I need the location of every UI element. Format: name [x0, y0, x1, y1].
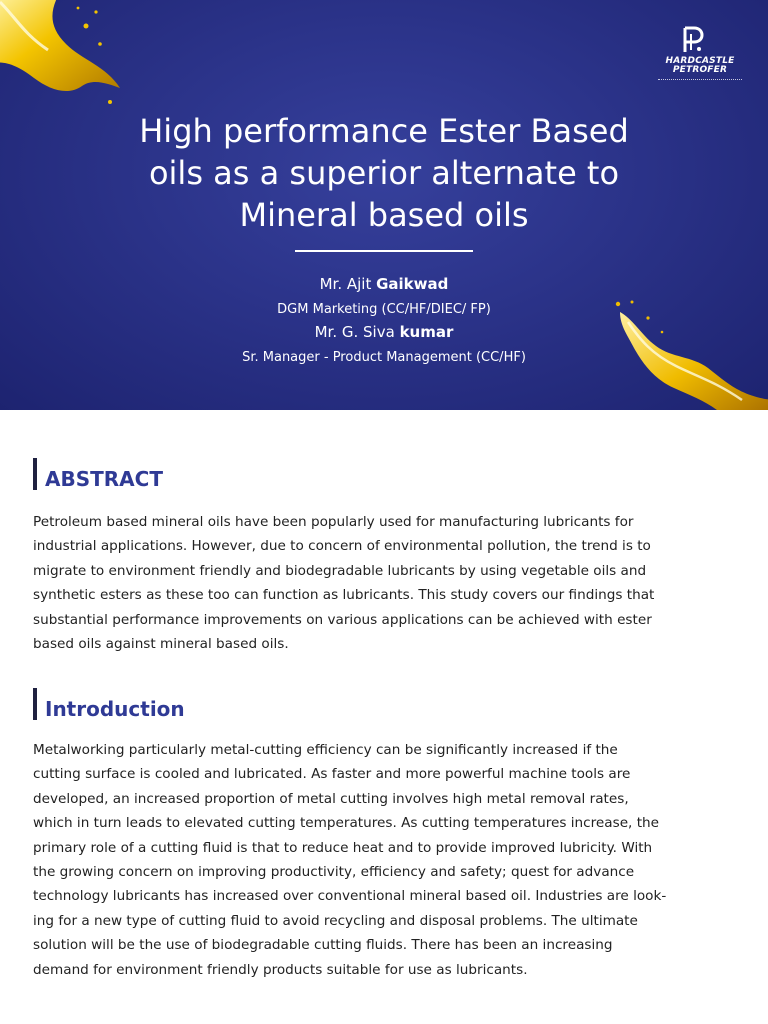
- title-line: Mineral based oils: [239, 196, 529, 234]
- text-line: ing for a new type of cutting fluid to avoid recycling and disposal problems. The ultimate: [33, 912, 638, 929]
- logo-wordmark: [652, 57, 748, 75]
- section-heading-text: ABSTRACT: [45, 467, 163, 491]
- author-role: DGM Marketing (CC/HF/DIEC/ FP): [277, 302, 491, 317]
- title-banner: [0, 0, 768, 410]
- logo-text-line2: PETROFER: [672, 65, 728, 75]
- text-line: technology lubricants has increased over conventional mineral based oil. Industries are look-: [33, 888, 667, 905]
- text-line: migrate to environment friendly and biodegradable lubricants by using vegetable oils and: [33, 562, 647, 579]
- text-line: which in turn leads to elevated cutting temperatures. As cutting temperatures increase, the: [33, 815, 660, 832]
- page-title: [60, 110, 708, 236]
- company-logo: [652, 26, 748, 86]
- introduction-paragraph: [33, 738, 743, 982]
- title-line: oils as a superior alternate to: [148, 154, 620, 192]
- heading-accent-bar: [33, 688, 37, 720]
- text-line: developed, an increased proportion of metal cutting involves high metal removal rates,: [33, 790, 629, 807]
- title-divider: [295, 250, 473, 252]
- text-line: Petroleum based mineral oils have been popularly used for manufacturing lubricants for: [33, 514, 634, 530]
- text-line: primary role of a cutting fluid is that to reduce heat and to provide improved lubricity. With: [33, 839, 653, 856]
- author-surname: kumar: [399, 323, 454, 341]
- introduction-heading: [33, 688, 185, 720]
- text-line: industrial applications. However, due to concern of environmental pollution, the trend is to: [33, 538, 651, 555]
- text-line: Metalworking particularly metal-cutting efficiency can be significantly increased if the: [33, 742, 618, 758]
- logo-text-line1: HARDCASTLE: [665, 56, 735, 66]
- abstract-paragraph: [33, 510, 743, 656]
- hardcastle-petrofer-logo-icon: [680, 26, 706, 54]
- text-line: demand for environment friendly products suitable for use as lubricants.: [33, 961, 528, 978]
- author-role: Sr. Manager - Product Management (CC/HF): [242, 350, 526, 365]
- oil-splash-image: [0, 0, 125, 122]
- abstract-heading: [33, 458, 163, 490]
- text-line: synthetic esters as these too can function as lubricants. This study covers our findings that: [33, 587, 655, 604]
- section-heading-text: Introduction: [45, 697, 185, 721]
- text-line: the growing concern on improving productivity, efficiency and safety; quest for advance: [33, 864, 635, 881]
- author-surname: Gaikwad: [376, 275, 449, 293]
- author-name: Mr. Ajit Gaikwad: [319, 275, 449, 293]
- text-line: solution will be the use of biodegradable cutting fluids. There has been an increasing: [33, 937, 613, 954]
- text-line: based oils against mineral based oils.: [33, 636, 289, 653]
- text-line: substantial performance improvements on various applications can be achieved with ester: [33, 611, 652, 628]
- heading-accent-bar: [33, 458, 37, 490]
- text-line: cutting surface is cooled and lubricated. As faster and more powerful machine tools are: [33, 766, 631, 783]
- author-name: Mr. G. Siva kumar: [314, 323, 454, 341]
- logo-tagline: [658, 79, 742, 80]
- title-line: High performance Ester Based: [139, 112, 629, 150]
